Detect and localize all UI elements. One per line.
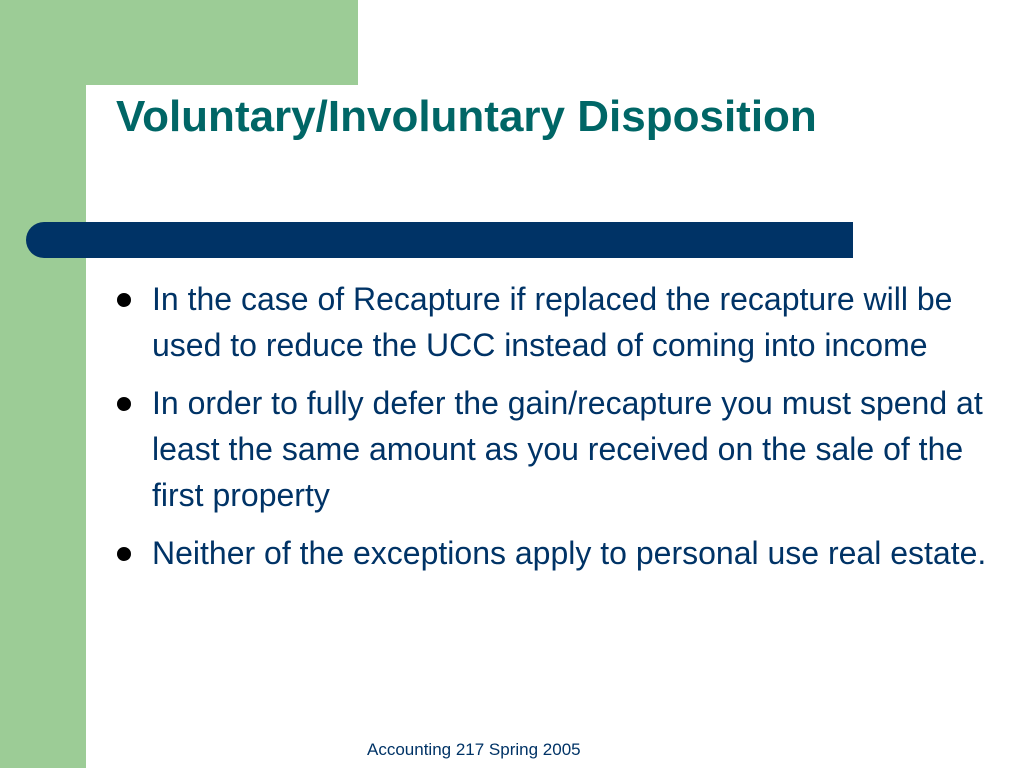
- slide-title: Voluntary/Involuntary Disposition: [116, 92, 817, 141]
- bullet-text: In the case of Recapture if replaced the recapture will be used to reduce the UCC instead of coming into income: [152, 281, 953, 363]
- green-sidebar-band: [0, 0, 86, 768]
- bullet-dot-icon: [117, 397, 131, 411]
- bullet-item: [117, 530, 997, 576]
- slide-footer: Accounting 217 Spring 2005: [367, 740, 581, 759]
- green-top-band: [0, 0, 358, 85]
- bullet-dot-icon: [117, 547, 131, 561]
- title-divider-bar: [26, 222, 853, 258]
- bullet-list: [117, 276, 997, 588]
- bullet-text: Neither of the exceptions apply to personal use real estate.: [152, 535, 987, 571]
- bullet-text: In order to fully defer the gain/recapture you must spend at least the same amount as you received on the sale of the first property: [152, 385, 983, 513]
- bullet-item: [117, 380, 997, 518]
- bullet-item: [117, 276, 997, 368]
- bullet-dot-icon: [117, 293, 131, 307]
